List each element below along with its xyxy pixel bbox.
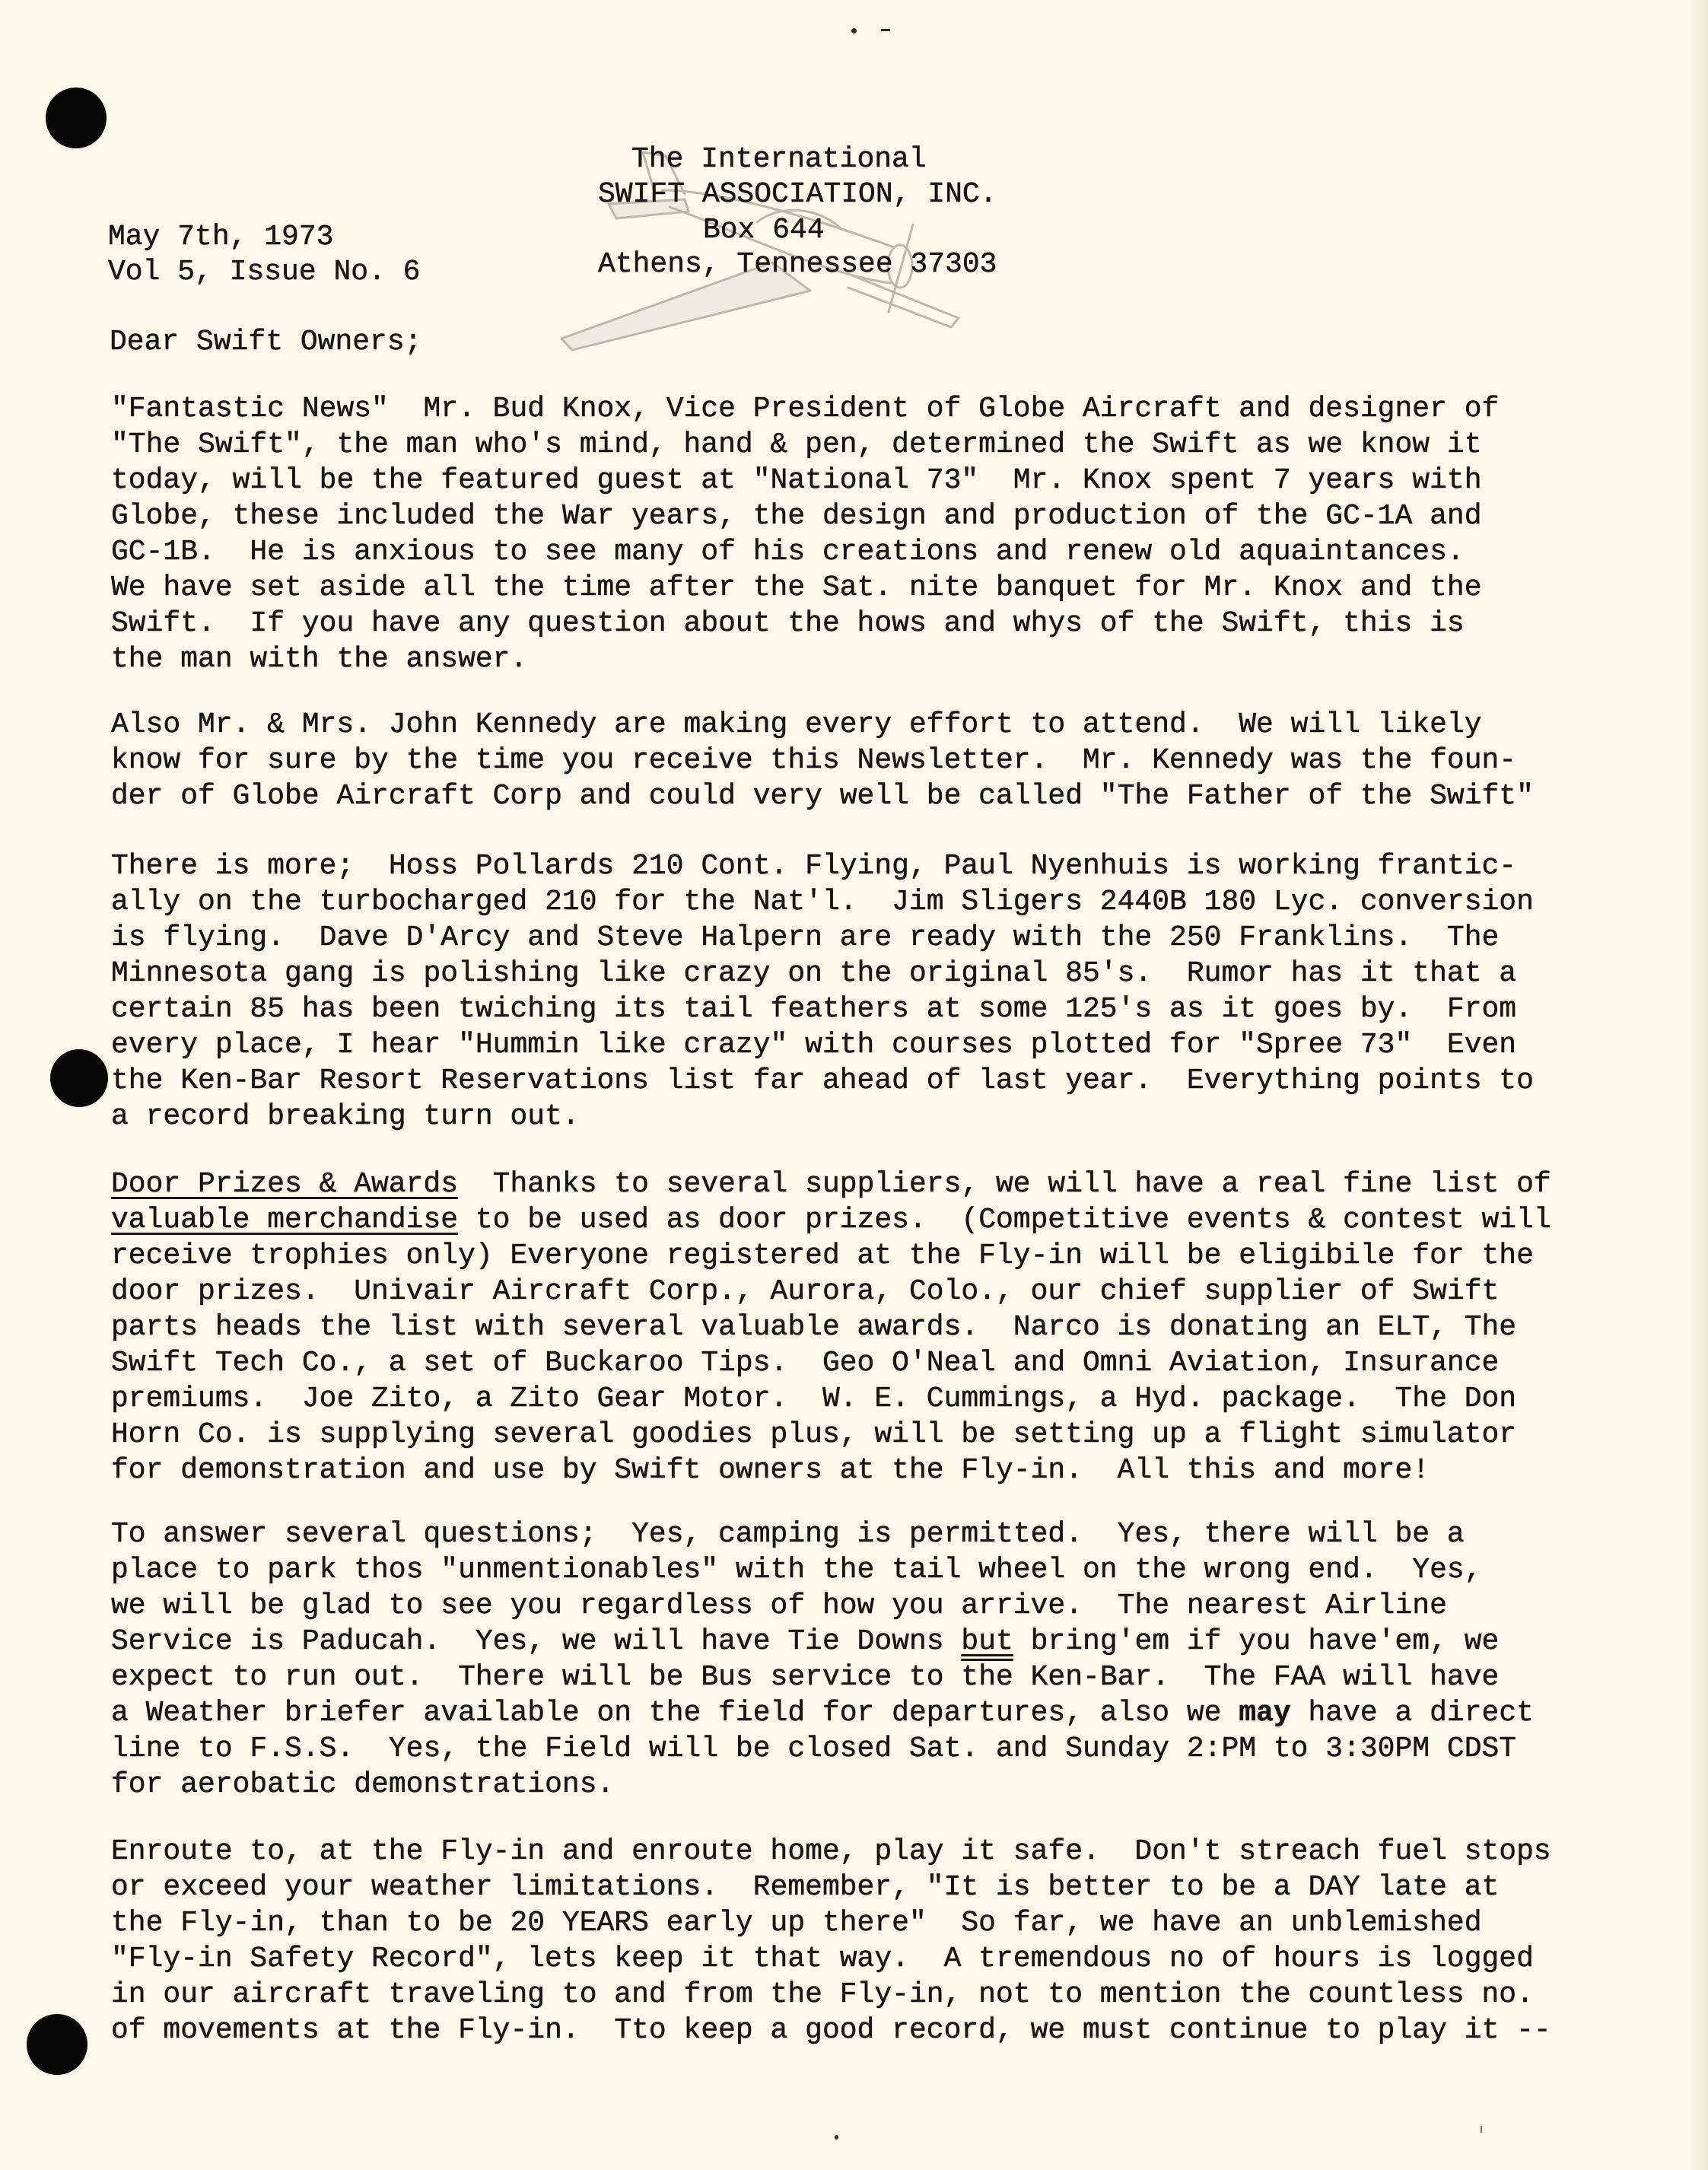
- punch-hole: [27, 2014, 87, 2075]
- letterhead-association-name: SWIFT ASSOCIATION, INC.: [598, 178, 997, 211]
- text-line: Enroute to, at the Fly-in and enroute home, play it safe. Don't streach fuel stops: [111, 1835, 1551, 1868]
- underlined-text: but: [961, 1625, 1013, 1658]
- text-line: Horn Co. is supplying several goodies plus, will be setting up a flight simulator: [111, 1418, 1517, 1451]
- paragraph-safety: [111, 1834, 1551, 2048]
- text-line: the Ken-Bar Resort Reservations list far ahead of last year. Everything points to: [111, 1064, 1534, 1097]
- text-line: a record breaking turn out.: [111, 1100, 580, 1133]
- text-line: Minnesota gang is polishing like crazy on the original 85's. Rumor has it that a: [111, 957, 1517, 990]
- letterhead-box-number: Box 644: [703, 214, 825, 247]
- text-line: premiums. Joe Zito, a Zito Gear Motor. W. E. Cummings, a Hyd. package. The Don: [111, 1382, 1517, 1415]
- letterhead-the-international: The International: [631, 143, 927, 176]
- text-line: Also Mr. & Mrs. John Kennedy are making every effort to attend. We will likely: [111, 708, 1482, 741]
- text-segment: a Weather briefer available on the field for departures, also we: [111, 1697, 1239, 1729]
- paragraph-bud-knox: [111, 391, 1499, 677]
- text-line: of movements at the Fly-in. Tto keep a good record, we must continue to play it --: [111, 2014, 1551, 2047]
- text-line: "Fly-in Safety Record", lets keep it that way. A tremendous no of hours is logged: [111, 1943, 1534, 1975]
- text-line: [111, 1695, 1534, 1731]
- paragraph-kennedy: [111, 707, 1534, 814]
- text-line: line to F.S.S. Yes, the Field will be closed Sat. and Sunday 2:PM to 3:30PM CDST: [111, 1732, 1517, 1765]
- text-line: the Fly-in, than to be 20 YEARS early up there" So far, we have an unblemished: [111, 1907, 1482, 1939]
- text-line: the man with the answer.: [111, 643, 528, 676]
- text-segment: have a direct: [1290, 1697, 1534, 1729]
- airplane-far-wing: [848, 275, 959, 327]
- dateline-issue: Vol 5, Issue No. 6: [108, 256, 421, 288]
- text-line: door prizes. Univair Aircraft Corp., Aurora, Colo., our chief supplier of Swift: [111, 1275, 1500, 1308]
- text-line: for demonstration and use by Swift owners at the Fly-in. All this and more!: [111, 1454, 1430, 1487]
- text-line: Globe, these included the War years, the design and production of the GC-1A and: [111, 500, 1482, 533]
- text-line: or exceed your weather limitations. Remember, "It is better to be a DAY late at: [111, 1871, 1500, 1904]
- text-line: We have set aside all the time after the Sat. nite banquet for Mr. Knox and the: [111, 571, 1482, 604]
- text-line: place to park thos "unmentionables" with the tail wheel on the wrong end. Yes,: [111, 1554, 1482, 1586]
- text-line: [111, 1202, 1551, 1238]
- text-line: Swift Tech Co., a set of Buckaroo Tips. Geo O'Neal and Omni Aviation, Insurance: [111, 1347, 1500, 1379]
- text-line: receive trophies only) Everyone registered at the Fly-in will be eligibile for the: [111, 1239, 1534, 1272]
- scan-speck: [881, 29, 890, 31]
- underlined-text: Door Prizes & Awards: [111, 1168, 459, 1201]
- paragraph-door-prizes: [111, 1166, 1551, 1488]
- scan-speck: [835, 2135, 838, 2140]
- text-segment: expect to run out. There will be Bus service to: [111, 1661, 962, 1694]
- text-line: parts heads the list with several valuable awards. Narco is donating an ELT, The: [111, 1311, 1517, 1344]
- text-line: der of Globe Aircraft Corp and could very well be called "The Father of the Swift": [111, 780, 1534, 813]
- text-line: every place, I hear "Hummin like crazy" with courses plotted for "Spree 73" Even: [111, 1029, 1517, 1061]
- text-segment: Ken-Bar. The FAA will have: [1013, 1661, 1500, 1694]
- text-line: To answer several questions; Yes, camping is permitted. Yes, there will be a: [111, 1518, 1465, 1551]
- text-line: we will be glad to see you regardless of how you arrive. The nearest Airline: [111, 1589, 1447, 1622]
- text-line: "Fantastic News" Mr. Bud Knox, Vice President of Globe Aircraft and designer of: [111, 393, 1500, 425]
- retyped-bold-text: may: [1239, 1697, 1291, 1729]
- text-line: "The Swift", the man who's mind, hand & pen, determined the Swift as we know it: [111, 428, 1482, 461]
- text-line: Swift. If you have any question about the hows and whys of the Swift, this is: [111, 607, 1465, 640]
- underlined-text: valuable merchandise: [111, 1204, 459, 1236]
- text-line: [111, 1659, 1534, 1695]
- letterhead-city-address: Athens, Tennessee 37303: [598, 248, 997, 281]
- salutation: Dear Swift Owners;: [110, 326, 422, 358]
- text-line: [111, 1166, 1551, 1202]
- dateline-date: May 7th, 1973: [108, 221, 334, 253]
- text-line: GC-1B. He is anxious to see many of his creations and renew old aquaintances.: [111, 536, 1465, 568]
- scan-speck: [1481, 2126, 1482, 2133]
- text-line: ally on the turbocharged 210 for the Nat'l. Jim Sligers 2440B 180 Lyc. conversion: [111, 886, 1534, 918]
- text-segment: to be used as door prizes. (Competitive events & contest will: [458, 1204, 1551, 1236]
- text-line: today, will be the featured guest at "National 73" Mr. Knox spent 7 years with: [111, 464, 1482, 497]
- overlined-text: $\overline{the}$: [961, 1661, 1013, 1694]
- text-segment: bring'em if you have'em, we: [1013, 1625, 1500, 1658]
- text-line: know for sure by the time you receive this Newsletter. Mr. Kennedy was the foun-: [111, 744, 1517, 777]
- punch-hole: [46, 88, 107, 148]
- text-line: There is more; Hoss Pollards 210 Cont. Flying, Paul Nyenhuis is working frantic-: [111, 850, 1517, 883]
- paragraph-questions: [111, 1516, 1534, 1803]
- text-line: in our aircraft traveling to and from the Fly-in, not to mention the countless no.: [111, 1978, 1534, 2011]
- paragraph-more-news: [111, 848, 1534, 1134]
- text-line: is flying. Dave D'Arcy and Steve Halpern are ready with the 250 Franklins. The: [111, 921, 1500, 954]
- scan-speck: [851, 28, 857, 33]
- text-segment: Service is Paducah. Yes, we will have Tie Downs: [111, 1625, 962, 1658]
- text-line: [111, 1624, 1534, 1659]
- text-line: certain 85 has been twiching its tail feathers at some 125's as it goes by. From: [111, 993, 1517, 1026]
- text-segment: Thanks to several suppliers, we will have a real fine list of: [458, 1168, 1551, 1201]
- text-line: for aerobatic demonstrations.: [111, 1768, 615, 1801]
- punch-hole: [50, 1049, 108, 1107]
